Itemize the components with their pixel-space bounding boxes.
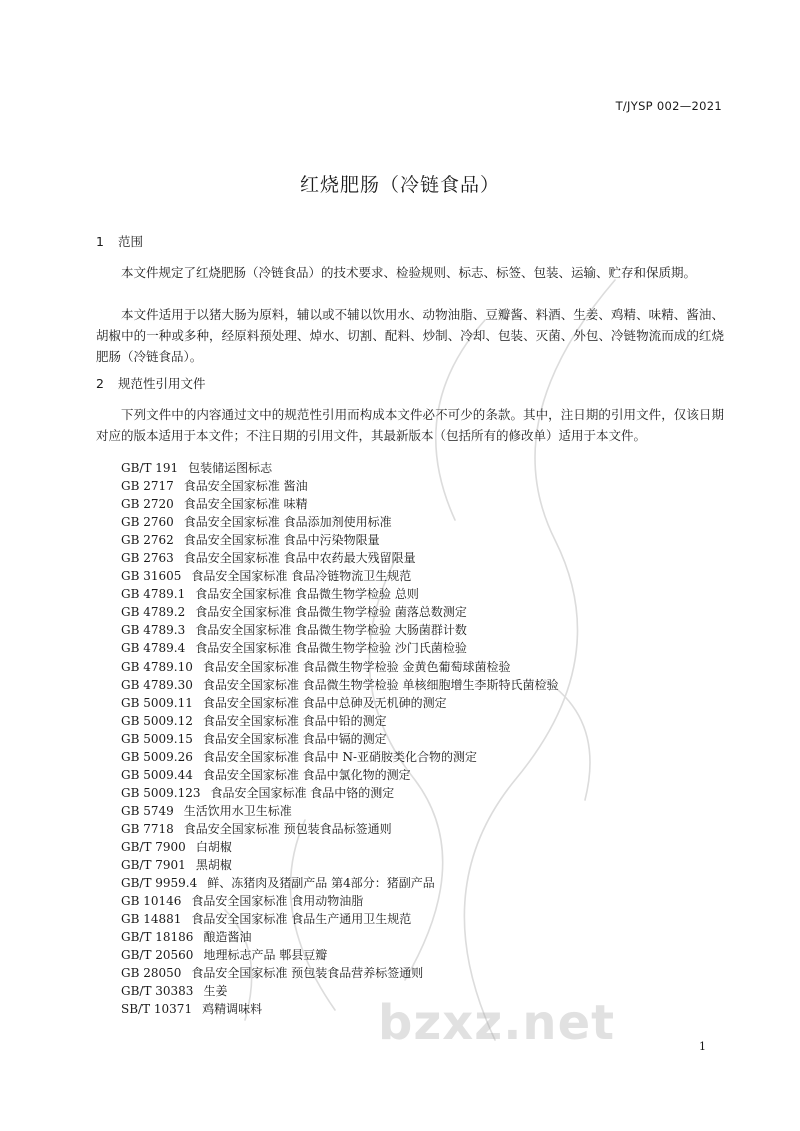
- reference-item: [121, 766, 558, 784]
- reference-code: GB 2720: [121, 497, 174, 512]
- reference-code: GB 4789.4: [121, 641, 186, 656]
- reference-code: GB 7718: [121, 821, 174, 836]
- section-heading-scope: [96, 232, 143, 250]
- reference-code: GB 4789.1: [121, 587, 186, 602]
- reference-title: 食品安全国家标准 食品中污染物限量: [183, 533, 380, 548]
- reference-title: 包装储运图标志: [188, 461, 273, 475]
- reference-item: [121, 748, 558, 766]
- reference-title: 食品安全国家标准 食品中铅的测定: [202, 713, 387, 728]
- reference-item: [121, 730, 558, 748]
- reference-code: GB 31605: [121, 569, 182, 584]
- reference-code: GB/T 7901: [121, 858, 186, 873]
- reference-title: 食品安全国家标准 食品中氯化物的测定: [202, 767, 411, 782]
- reference-title: 食品安全国家标准 食品微生物学检验 总则: [195, 587, 419, 602]
- reference-title: 食品安全国家标准 食品中总砷及无机砷的测定: [202, 695, 447, 710]
- reference-code: GB 10146: [121, 894, 182, 909]
- reference-code: GB 14881: [121, 912, 182, 927]
- reference-title: 食品安全国家标准 食品微生物学检验 菌落总数测定: [195, 605, 467, 620]
- reference-title: 食品安全国家标准 食品微生物学检验 金黄色葡萄球菌检验: [202, 659, 511, 674]
- reference-item: [121, 874, 558, 892]
- reference-item: [121, 910, 558, 928]
- reference-item: [121, 964, 558, 982]
- page-number: 1: [699, 1040, 706, 1053]
- reference-list: [121, 459, 558, 1018]
- reference-code: GB 5009.15: [121, 731, 193, 746]
- reference-title: 食品安全国家标准 食品中镉的测定: [202, 731, 387, 746]
- reference-code: GB 2762: [121, 533, 174, 548]
- reference-item: [121, 513, 558, 531]
- reference-code: GB 4789.10: [121, 659, 193, 674]
- reference-title: 白胡椒: [195, 839, 232, 854]
- reference-item: [121, 856, 558, 874]
- reference-item: [121, 694, 558, 712]
- reference-code: GB 4789.3: [121, 623, 186, 638]
- reference-title: 食品安全国家标准 食品微生物学检验 大肠菌群计数: [195, 623, 467, 638]
- reference-title: 食品安全国家标准 食品中 N-亚硝胺类化合物的测定: [202, 749, 478, 764]
- reference-code: GB 28050: [121, 966, 182, 981]
- reference-title: 酿造酱油: [203, 930, 252, 945]
- reference-title: 食品安全国家标准 食品微生物学检验 沙门氏菌检验: [195, 641, 467, 656]
- reference-title: 生姜: [203, 984, 228, 999]
- reference-item: [121, 549, 558, 567]
- reference-code: GB 4789.2: [121, 605, 186, 620]
- reference-item: [121, 639, 558, 657]
- reference-title: 食品安全国家标准 食品中农药最大残留限量: [183, 551, 416, 566]
- reference-title: 食品安全国家标准 食品添加剂使用标准: [183, 515, 392, 530]
- reference-item: [121, 658, 558, 676]
- reference-item: [121, 784, 558, 802]
- reference-title: 食品安全国家标准 预包装食品标签通则: [183, 821, 392, 836]
- reference-item: [121, 712, 558, 730]
- reference-code: GB 5009.123: [121, 785, 201, 800]
- reference-item: [121, 946, 558, 964]
- reference-title: 食品安全国家标准 食品生产通用卫生规范: [191, 912, 412, 927]
- reference-code: GB/T 20560: [121, 948, 194, 963]
- reference-item: [121, 495, 558, 513]
- reference-code: GB/T 7900: [121, 839, 186, 854]
- reference-code: GB 5009.26: [121, 749, 193, 764]
- reference-item: [121, 676, 558, 694]
- reference-code: GB 2760: [121, 515, 174, 530]
- reference-title: 食品安全国家标准 味精: [183, 497, 308, 512]
- reference-item: [121, 531, 558, 549]
- reference-code: GB 2717: [121, 479, 174, 494]
- reference-code: GB/T 18186: [121, 930, 194, 945]
- section-title: 规范性引用文件: [118, 376, 206, 391]
- reference-code: GB 2763: [121, 551, 174, 566]
- references-intro-paragraph: 下列文件中的内容通过文中的规范性引用而构成本文件必不可少的条款。其中，注日期的引用文件，仅该日期对应的版本适用于本文件；不注日期的引用文件，其最新版本（包括所有的修改单）适用于本文件。: [96, 407, 724, 443]
- scope-paragraph-2: 本文件适用于以猪大肠为原料，辅以或不辅以饮用水、动物油脂、豆瓣酱、料酒、生姜、鸡精、味精、酱油、胡椒中的一种或多种，经原料预处理、焯水、切割、配料、炒制、冷却、包装、灭菌、外包、冷链物流而成的红烧肥肠（冷链食品）。: [96, 307, 724, 364]
- section-number: 1: [96, 234, 104, 249]
- document-code: T/JYSP 002—2021: [615, 99, 722, 113]
- reference-code: GB 5009.12: [121, 713, 193, 728]
- reference-code: GB/T 30383: [121, 984, 194, 999]
- reference-title: 鸡精调味料: [202, 1002, 263, 1017]
- reference-item: [121, 477, 558, 495]
- reference-code: GB 5009.11: [121, 695, 193, 710]
- scope-paragraph-1: 本文件规定了红烧肥肠（冷链食品）的技术要求、检验规则、标志、标签、包装、运输、贮存和保质期。: [121, 265, 697, 280]
- reference-code: SB/T 10371: [121, 1002, 193, 1017]
- reference-title: 地理标志产品 郫县豆瓣: [203, 948, 328, 963]
- reference-title: 鲜、冻猪肉及猪副产品 第4部分：猪副产品: [207, 876, 435, 891]
- reference-title: 食品安全国家标准 食品冷链物流卫生规范: [191, 569, 412, 584]
- section-title: 范围: [118, 234, 144, 249]
- reference-title: 食品安全国家标准 食品微生物学检验 单核细胞增生李斯特氏菌检验: [202, 677, 559, 692]
- reference-title: 食品安全国家标准 食品中铬的测定: [210, 785, 395, 800]
- reference-item: [121, 585, 558, 603]
- reference-code: GB 5009.44: [121, 767, 193, 782]
- reference-item: [121, 621, 558, 639]
- section-number: 2: [96, 376, 104, 391]
- reference-item: [121, 838, 558, 856]
- reference-item: [121, 567, 558, 585]
- reference-item: [121, 459, 558, 477]
- site-watermark: bzxz.net: [378, 995, 616, 1051]
- reference-item: [121, 892, 558, 910]
- reference-title: 食品安全国家标准 预包装食品营养标签通则: [191, 966, 424, 981]
- reference-item: [121, 820, 558, 838]
- reference-title: 食品安全国家标准 食用动物油脂: [191, 894, 364, 909]
- reference-code: GB 4789.30: [121, 677, 193, 692]
- reference-item: [121, 603, 558, 621]
- reference-title: 生活饮用水卫生标准: [183, 803, 292, 818]
- reference-code: GB/T 191: [121, 461, 179, 475]
- reference-item: [121, 802, 558, 820]
- reference-item: [121, 928, 558, 946]
- reference-code: GB 5749: [121, 803, 174, 818]
- section-heading-normative-references: [96, 374, 206, 392]
- reference-title: 黑胡椒: [195, 858, 232, 873]
- reference-title: 食品安全国家标准 酱油: [183, 479, 308, 494]
- reference-code: GB/T 9959.4: [121, 876, 198, 891]
- document-title: 红烧肥肠（冷链食品）: [299, 174, 500, 196]
